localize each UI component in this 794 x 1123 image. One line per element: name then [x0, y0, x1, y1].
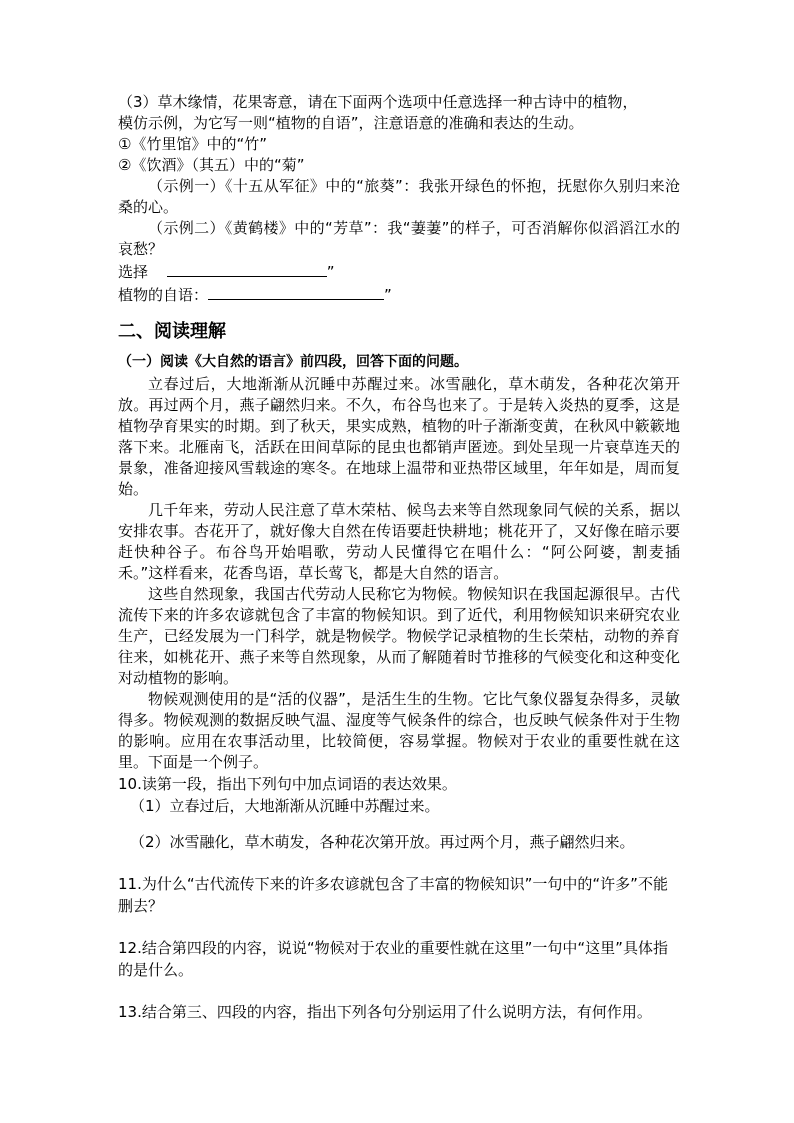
self-talk-line — [118, 283, 680, 306]
choose-line — [118, 260, 680, 283]
task3-option-2: ②《饮酒》（其五）中的“菊” — [118, 156, 305, 174]
passage-paragraph-3: 这些自然现象，我国古代劳动人民称它为物候。物候知识在我国起源很早。古代流传下来的许多农谚就包含了丰富的物候知识。到了近代，利用物候知识来研究农业生产，已经发展为一门科学，就是物候学。物候学记录植物的生长荣枯，动物的养育往来，如桃花开、燕子来等自然现象，从而了解随着时节推移的气候变化和这种变化对动植物的影响。 — [118, 585, 680, 687]
question-10-2: （2）冰雪融化，草木萌发，各种花次第开放。再过两个月，燕子翩然归来。 — [130, 833, 635, 851]
question-13: 13.结合第三、四段的内容，指出下列各句分别运用了什么说明方法，有何作用。 — [118, 1003, 652, 1021]
question-10-1: （1）立春过后，大地渐渐从沉睡中苏醒过来。 — [130, 797, 440, 815]
question-12: 12.结合第四段的内容，说说“物候对于农业的重要性就在这里”一句中“这里”具体指的是什么。 — [118, 939, 668, 979]
answer-space-10-2[interactable] — [118, 853, 680, 873]
passage-paragraph-2: 几千年来，劳动人民注意了草木荣枯、候鸟去来等自然现象同气候的关系，据以安排农事。杏花开了，就好像大自然在传语要赶快耕地；桃花开了，又好像在暗示要赶快种谷子。布谷鸟开始唱歌，劳动人民懂得它在唱什么：“阿公阿婆，割麦插禾。”这样看来，花香鸟语，草长莺飞，都是大自然的语言。 — [118, 501, 680, 582]
passage-paragraph-1: 立春过后，大地渐渐从沉睡中苏醒过来。冰雪融化，草木萌发，各种花次第开放。再过两个月，燕子翩然归来。不久，布谷鸟也来了。于是转入炎热的夏季，这是植物孕育果实的时期。到了秋天，果实成熟，植物的叶子渐渐变黄，在秋风中簌簌地落下来。北雁南飞，活跃在田间草际的昆虫也都销声匿迹。到处呈现一片衰草连天的景象，准备迎接风雪载途的寒冬。在地球上温带和亚热带区域里，年年如是，周而复始。 — [118, 375, 680, 498]
answer-space-12[interactable] — [118, 981, 680, 1001]
task3-example-2: （示例二）《黄鹤楼》中的“芳草”：我“萋萋”的样子，可否消解你似滔滔江水的哀愁？ — [118, 219, 680, 258]
document-page — [118, 92, 680, 1023]
answer-space-10-1[interactable] — [118, 817, 680, 831]
self-talk-suffix: ” — [384, 286, 392, 304]
question-10: 10.读第一段，指出下列句中加点词语的表达效果。 — [118, 775, 457, 793]
answer-space-11[interactable] — [118, 917, 680, 937]
task3-option-1: ①《竹里馆》中的“竹” — [118, 135, 267, 153]
question-11: 11.为什么“古代流传下来的许多农谚就包含了丰富的物候知识”一句中的“许多”不能删去？ — [118, 875, 668, 915]
self-talk-label: 植物的自语： — [118, 286, 209, 304]
choose-blank[interactable] — [167, 260, 327, 277]
passage-paragraph-4: 物候观测使用的是“活的仪器”，是活生生的生物。它比气象仪器复杂得多，灵敏得多。物候观测的数据反映气温、湿度等气候条件的综合，也反映气候条件对于生物的影响。应用在农事活动里，比较简便，容易掌握。物候对于农业的重要性就在这里。下面是一个例子。 — [118, 690, 680, 771]
task3-example-1: （示例一）《十五从军征》中的“旅葵”：我张开绿色的怀抱，抚慰你久别归来沧桑的心。 — [118, 177, 680, 216]
section-title: 二、阅读理解 — [118, 321, 226, 342]
choose-label: 选择 — [118, 263, 149, 281]
part1-title: （一）阅读《大自然的语言》前四段，回答下面的问题。 — [118, 354, 468, 370]
task3-intro-line1: （3）草木缘情，花果寄意，请在下面两个选项中任意选择一种古诗中的植物， — [118, 93, 638, 111]
self-talk-blank[interactable] — [208, 283, 384, 300]
choose-suffix: ” — [326, 263, 335, 281]
task3-intro-line2: 模仿示例，为它写一则“植物的自语”，注意语意的准确和表达的生动。 — [118, 114, 584, 132]
